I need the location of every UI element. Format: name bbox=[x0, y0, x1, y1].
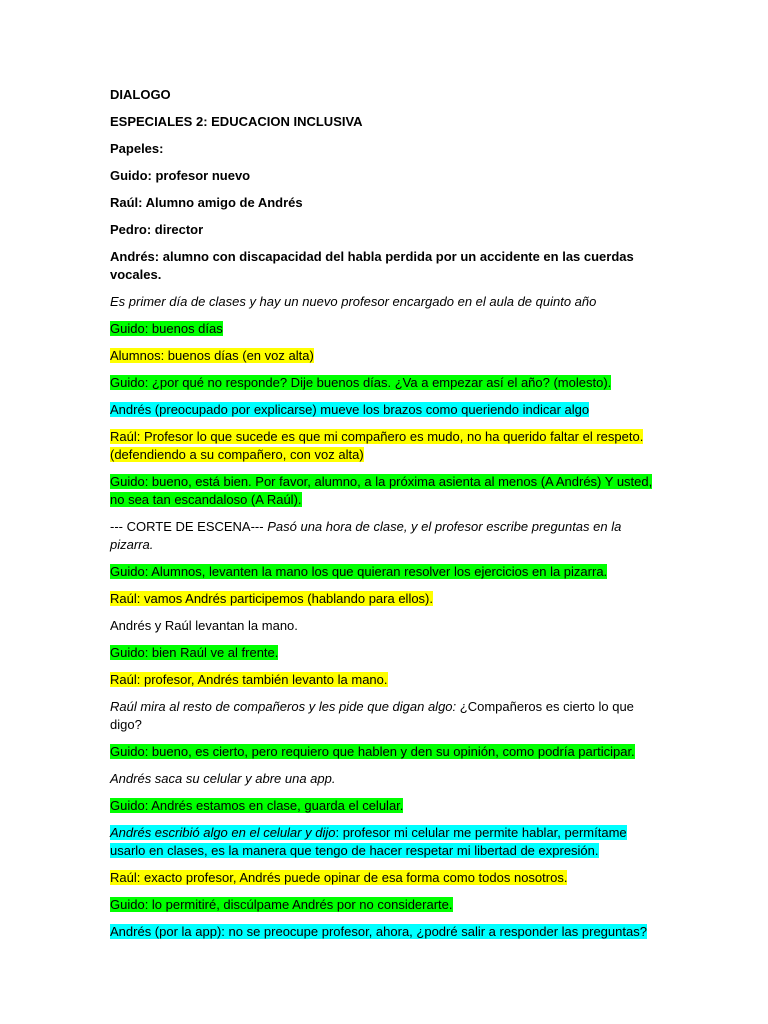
roles-heading: Papeles: bbox=[110, 141, 164, 156]
dialogue-line bbox=[110, 671, 658, 689]
stage-direction: Andrés escribió algo en el celular y dijo bbox=[110, 825, 336, 840]
dialogue-text: ¿Compañeros es cierto lo que digo? bbox=[110, 699, 634, 732]
dialogue-text: Guido: Alumnos, levanten la mano los que quieran resolver los ejercicios en la pizarra. bbox=[110, 564, 608, 579]
scene-cut bbox=[110, 518, 658, 554]
dialogue-text: Raúl: exacto profesor, Andrés puede opinar de esa forma como todos nosotros. bbox=[110, 870, 568, 885]
dialogue-line bbox=[110, 896, 658, 914]
dialogue-text: Guido: bueno, es cierto, pero requiero que hablen y den su opinión, como podría participar. bbox=[110, 744, 635, 759]
stage-direction: Andrés saca su celular y abre una app. bbox=[110, 771, 336, 786]
role-item: Raúl: Alumno amigo de Andrés bbox=[110, 195, 303, 210]
dialogue-text: Guido: Andrés estamos en clase, guarda el celular. bbox=[110, 798, 404, 813]
dialogue-line bbox=[110, 374, 658, 392]
dialogue-text: Andrés (preocupado por explicarse) mueve los brazos como queriendo indicar algo bbox=[110, 402, 590, 417]
dialogue-line bbox=[110, 590, 658, 608]
dialogue-text: Guido: ¿por qué no responde? Dije buenos días. ¿Va a empezar así el año? (molesto). bbox=[110, 375, 612, 390]
dialogue-line bbox=[110, 428, 658, 464]
dialogue-line bbox=[110, 401, 658, 419]
role-item: Pedro: director bbox=[110, 222, 204, 237]
role-item: Guido: profesor nuevo bbox=[110, 168, 251, 183]
dialogue-line bbox=[110, 824, 658, 860]
dialogue-text: : profesor mi celular me permite hablar, permítame usarlo en clases, es la manera que tengo de hacer respetar mi libertad de expresión. bbox=[110, 825, 627, 858]
dialogue-text: Raúl: vamos Andrés participemos (hablando para ellos). bbox=[110, 591, 434, 606]
dialogue-text: Andrés (por la app): no se preocupe profesor, ahora, ¿podré salir a responder las preguntas? bbox=[110, 924, 647, 939]
dialogue-line bbox=[110, 797, 658, 815]
stage-direction: Raúl mira al resto de compañeros y les pide que digan algo: bbox=[110, 699, 457, 714]
dialogue-text: Guido: lo permitiré, discúlpame Andrés por no considerarte. bbox=[110, 897, 453, 912]
document-subtitle: ESPECIALES 2: EDUCACION INCLUSIVA bbox=[110, 114, 363, 129]
scene-cut-marker: --- CORTE DE ESCENA--- bbox=[110, 519, 264, 534]
mixed-line bbox=[110, 698, 658, 734]
dialogue-line bbox=[110, 743, 658, 761]
document-title: DIALOGO bbox=[110, 87, 171, 102]
dialogue-text: Guido: bien Raúl ve al frente. bbox=[110, 645, 279, 660]
document-body bbox=[110, 86, 658, 950]
dialogue-line bbox=[110, 869, 658, 887]
dialogue-line bbox=[110, 563, 658, 581]
dialogue-line bbox=[110, 320, 658, 338]
stage-direction: Es primer día de clases y hay un nuevo profesor encargado en el aula de quinto año bbox=[110, 294, 597, 309]
dialogue-line bbox=[110, 347, 658, 365]
dialogue-line bbox=[110, 923, 658, 941]
dialogue-text: Alumnos: buenos días (en voz alta) bbox=[110, 348, 314, 363]
narration-line: Andrés y Raúl levantan la mano. bbox=[110, 618, 298, 633]
dialogue-text: Raúl: profesor, Andrés también levanto la mano. bbox=[110, 672, 388, 687]
dialogue-text: Raúl: Profesor lo que sucede es que mi compañero es mudo, no ha querido faltar el respeto. (defendiendo a su compañero, con voz alta) bbox=[110, 429, 644, 462]
dialogue-line bbox=[110, 473, 658, 509]
role-item: Andrés: alumno con discapacidad del habla perdida por un accidente en las cuerdas vocales. bbox=[110, 249, 634, 282]
dialogue-line bbox=[110, 644, 658, 662]
dialogue-text: Guido: buenos días bbox=[110, 321, 223, 336]
scene-description: Pasó una hora de clase, y el profesor escribe preguntas en la pizarra. bbox=[110, 519, 622, 552]
dialogue-text: Guido: bueno, está bien. Por favor, alumno, a la próxima asienta al menos (A Andrés) Y usted, no sea tan escandaloso (A Raúl). bbox=[110, 474, 653, 507]
